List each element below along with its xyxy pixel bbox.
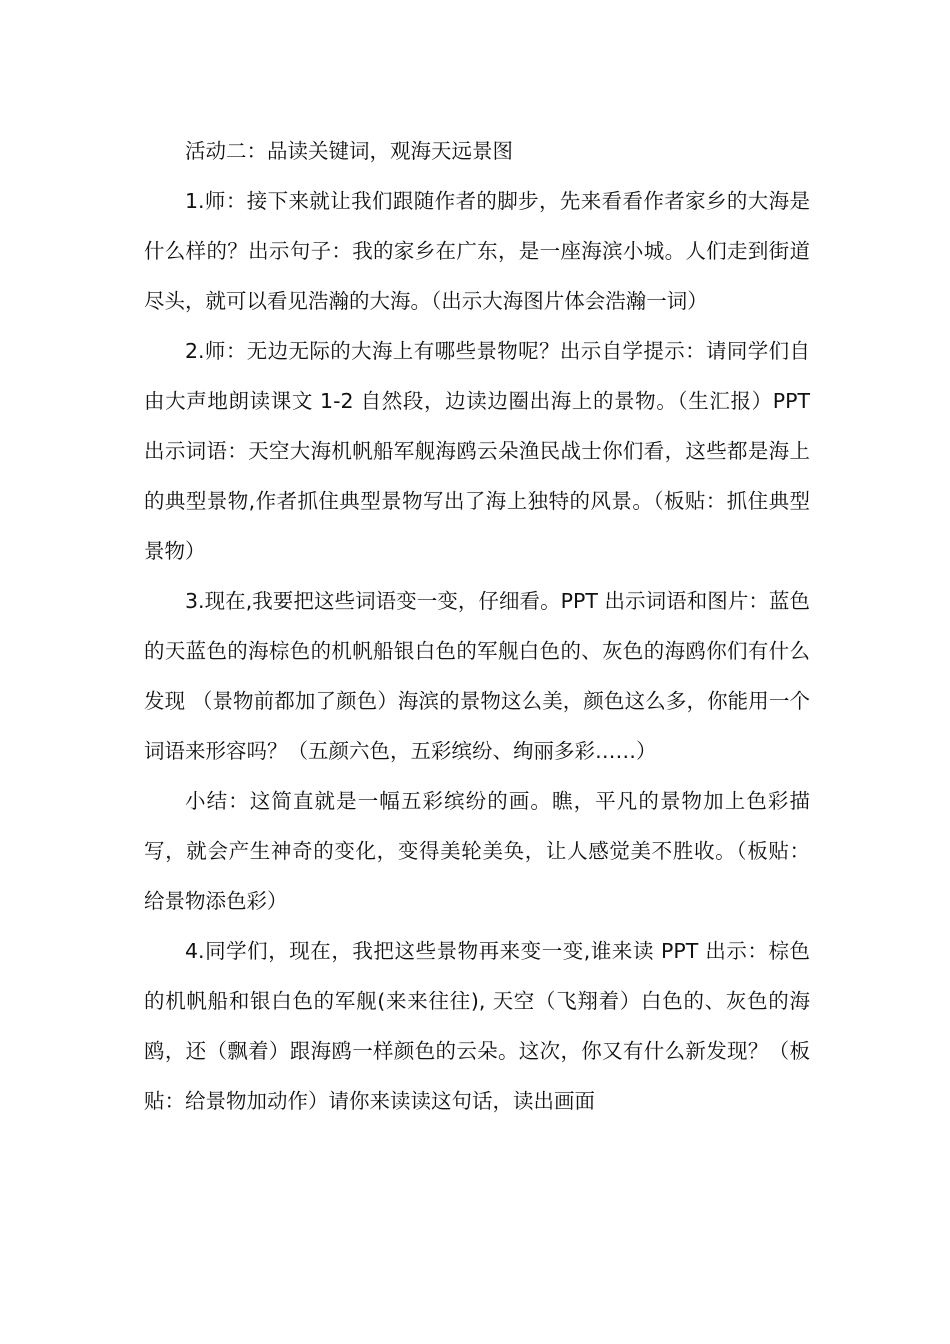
paragraph-3: 3.现在,我要把这些词语变一变，仔细看。PPT 出示词语和图片：蓝色的天蓝色的海棕色的机帆船银白色的军舰白色的、灰色的海鸥你们有什么发现 （景物前都加了颜色）海滨的景物这么美，颜色这么多，你能用一个词语来形容吗？（五颜六色，五彩缤纷、绚丽多彩……） — [144, 589, 810, 763]
activity-heading: 活动二：品读关键词，观海天远景图 — [185, 139, 513, 163]
paragraph-1: 1.师：接下来就让我们跟随作者的脚步，先来看看作者家乡的大海是什么样的？出示句子：我的家乡在广东，是一座海滨小城。人们走到街道尽头，就可以看见浩瀚的大海。（出示大海图片体会浩瀚一词） — [144, 189, 810, 313]
paragraph-2: 2.师：无边无际的大海上有哪些景物呢？出示自学提示：请同学们自由大声地朗读课文 1-2 自然段，边读边圈出海上的景物。（生汇报）PPT 出示词语：天空大海机帆船军舰海鸥云朵渔民战士你们看，这些都是海上的典型景物,作者抓住典型景物写出了海上独特的风景。（板贴：抓住典型景物） — [144, 339, 810, 563]
document-body — [144, 126, 810, 1126]
paragraph-4: 4.同学们，现在，我把这些景物再来变一变,谁来读 PPT 出示：棕色的机帆船和银白色的军舰(来来往往), 天空（飞翔着）白色的、灰色的海鸥，还（飘着）跟海鸥一样颜色的云朵。这次，你又有什么新发现？（板贴：给景物加动作）请你来读读这句话，读出画面 — [144, 939, 810, 1113]
summary-paragraph: 小结：这简直就是一幅五彩缤纷的画。瞧，平凡的景物加上色彩描写，就会产生神奇的变化，变得美轮美奂，让人感觉美不胜收。（板贴：给景物添色彩） — [144, 789, 810, 913]
